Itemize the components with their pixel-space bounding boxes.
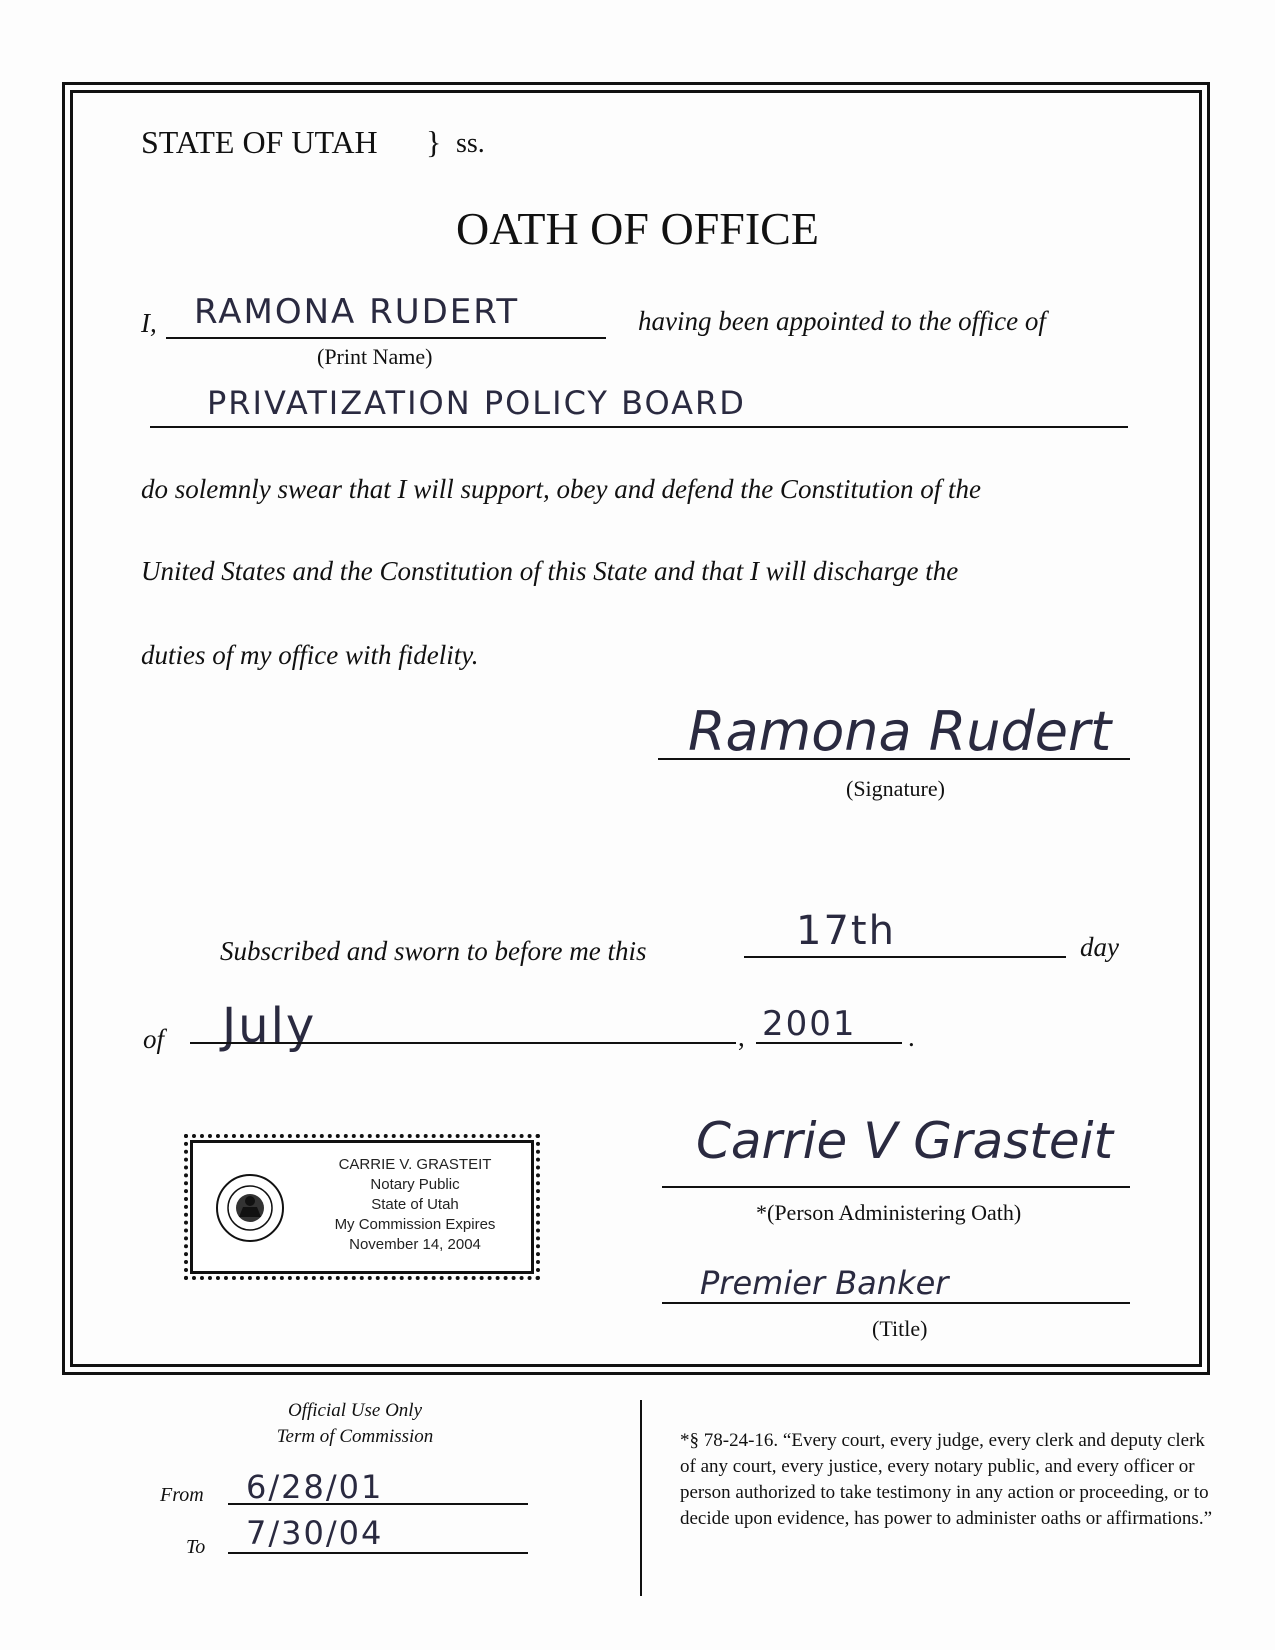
brace-glyph: }: [426, 124, 442, 160]
administrator-line: [662, 1186, 1130, 1188]
ss-label: ss.: [456, 128, 485, 159]
appointed-text: having been appointed to the office of: [638, 306, 1046, 336]
title-line: [662, 1302, 1130, 1304]
month-handwritten: July: [222, 998, 317, 1054]
oath-line-2: United States and the Constitution of this State and that I will discharge the: [141, 556, 959, 586]
month-comma: ,: [738, 1022, 745, 1052]
notary-commission: My Commission Expires: [334, 1216, 496, 1233]
state-seal-icon: [215, 1173, 285, 1243]
to-label: To: [186, 1536, 206, 1558]
title-handwritten: Premier Banker: [700, 1264, 949, 1302]
year-line: [756, 1042, 902, 1044]
document-title-text: OATH OF OFFICE: [456, 203, 819, 254]
from-value-handwritten: 6/28/01: [246, 1468, 384, 1506]
from-label: From: [160, 1484, 204, 1506]
day-line: [744, 956, 1066, 958]
from-line: [228, 1503, 528, 1505]
signature-caption: (Signature): [846, 776, 945, 801]
notary-role: Notary Public: [370, 1176, 460, 1193]
to-value-handwritten: 7/30/04: [246, 1514, 384, 1552]
print-name-handwritten: RAMONA RUDERT: [194, 292, 520, 332]
print-name-caption: (Print Name): [317, 344, 433, 369]
day-label: day: [1080, 932, 1119, 962]
office-line: [150, 426, 1128, 428]
notary-expires: November 14, 2004: [349, 1236, 481, 1253]
official-use-line2: Term of Commission: [276, 1426, 434, 1447]
notary-stamp: [190, 1140, 534, 1274]
day-handwritten: 17th: [796, 908, 896, 954]
sworn-text: Subscribed and sworn to before me this: [220, 936, 647, 966]
official-use-heading: [250, 1398, 460, 1450]
signature-handwritten: Ramona Rudert: [688, 700, 1112, 763]
of-label: of: [143, 1024, 165, 1054]
statute-text: *§ 78-24-16. “Every court, every judge, every clerk and deputy clerk of any court, every justice, every notary public, and every officer or person authorized to take testimony in any action or proceeding, or to decide upon evidence, has power to administer oaths or affirmations.”: [680, 1430, 1213, 1529]
signature-line: [658, 758, 1130, 760]
year-period: .: [908, 1022, 915, 1052]
title-caption: (Title): [872, 1316, 928, 1341]
notary-state: State of Utah: [371, 1196, 459, 1213]
to-line: [228, 1552, 528, 1554]
official-use-line1: Official Use Only: [287, 1400, 423, 1421]
notary-name: CARRIE V. GRASTEIT: [338, 1156, 492, 1173]
administrator-caption: *(Person Administering Oath): [756, 1200, 1022, 1225]
year-handwritten: 2001: [762, 1004, 857, 1044]
document-title: [0, 202, 1275, 255]
administrator-signature-handwritten: Carrie V Grasteit: [696, 1112, 1114, 1170]
oath-line-3: duties of my office with fidelity.: [141, 640, 479, 670]
month-line: [190, 1042, 736, 1044]
notary-stamp-text: [305, 1155, 525, 1255]
i-prefix: I,: [141, 308, 157, 338]
footer-divider: [640, 1400, 642, 1596]
oath-line-1: do solemnly swear that I will support, obey and defend the Constitution of the: [141, 474, 981, 504]
office-handwritten: PRIVATIZATION POLICY BOARD: [207, 384, 746, 422]
print-name-line: [166, 337, 606, 339]
state-heading: STATE OF UTAH: [141, 124, 378, 160]
